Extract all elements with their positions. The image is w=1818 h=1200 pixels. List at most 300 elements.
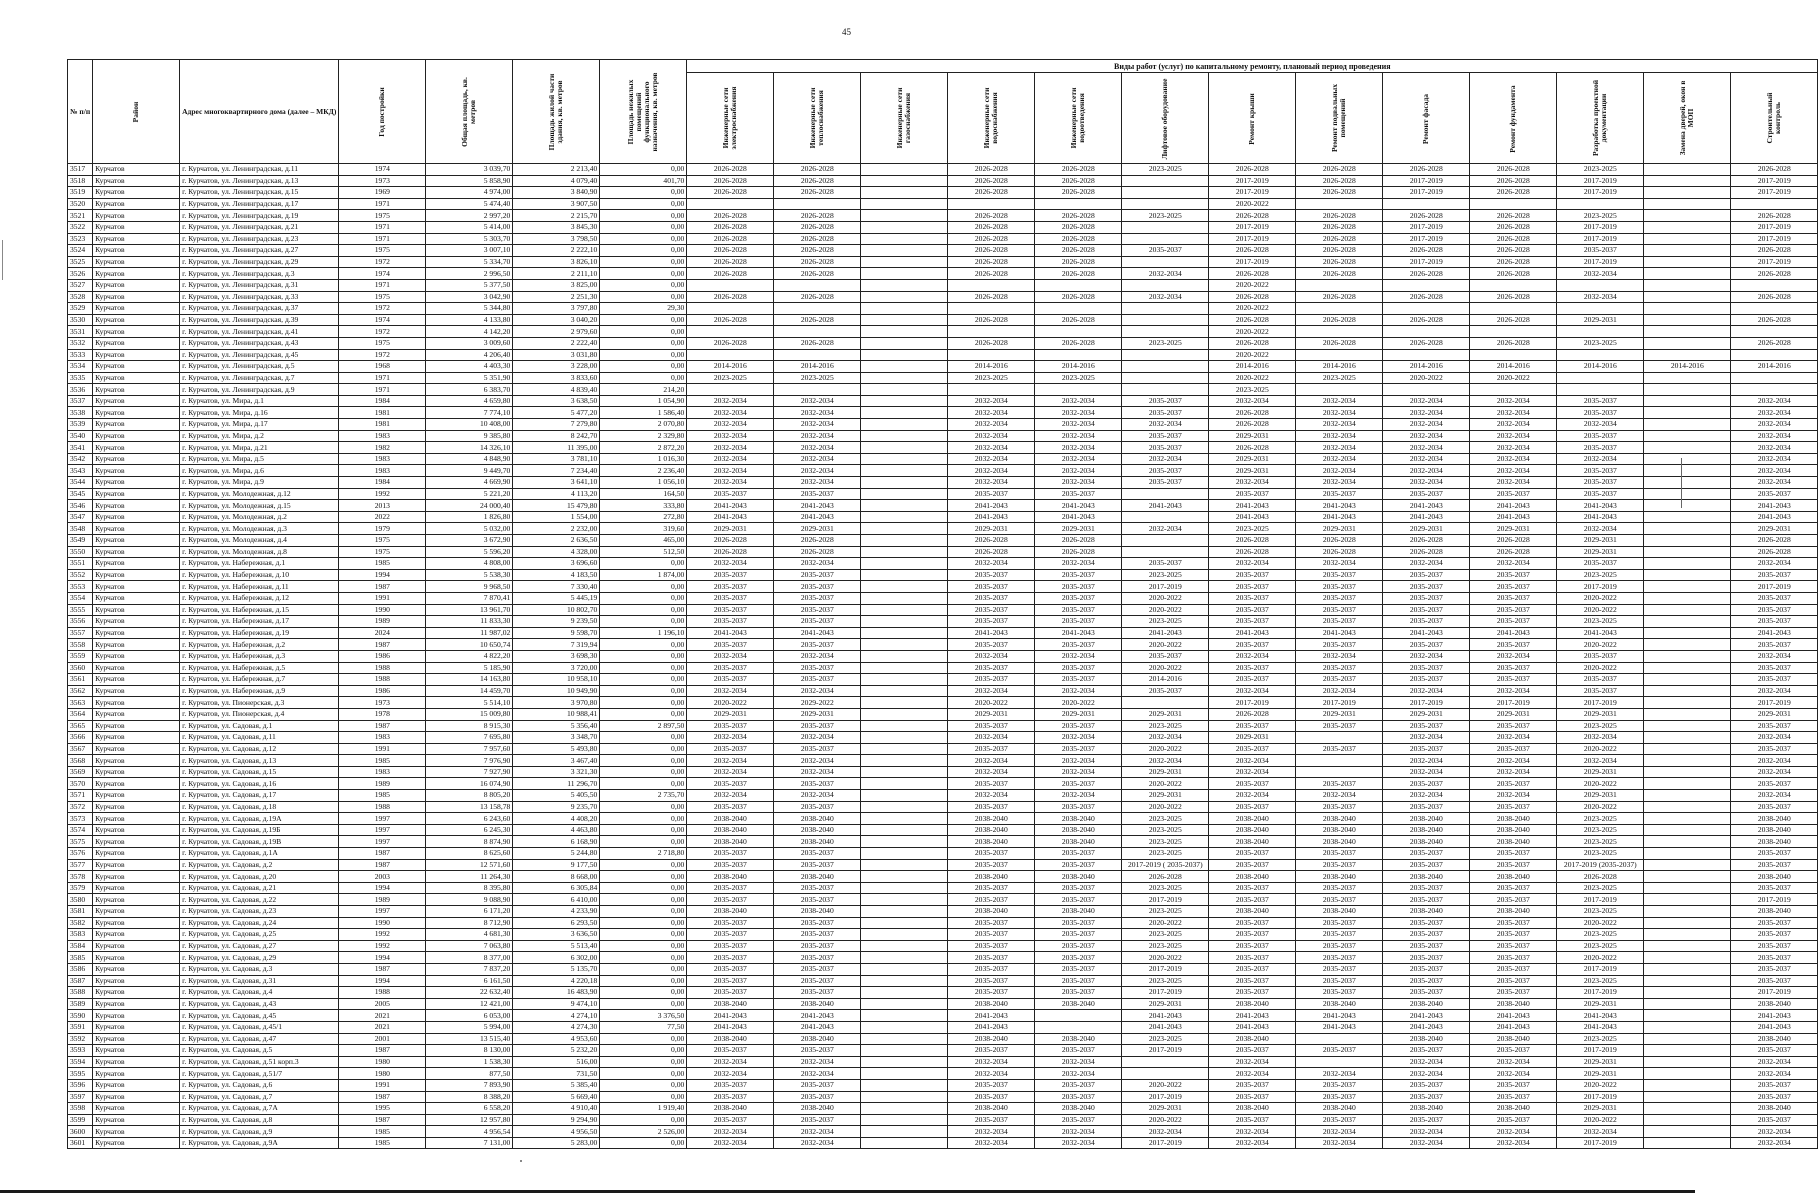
cell-gas	[861, 279, 948, 291]
cell-elevator: 2020-2022	[1122, 952, 1209, 964]
cell-electric: 2035-2037	[687, 662, 774, 674]
cell-living-area: 3 845,30	[513, 221, 600, 233]
cell-design	[1557, 372, 1644, 384]
cell-total-area: 7 957,60	[426, 743, 513, 755]
cell-doors	[1644, 998, 1731, 1010]
cell-basement: 2026-2028	[1296, 175, 1383, 187]
cell-address: г. Курчатов, ул. Садовая, д.27	[180, 940, 339, 952]
cell-address: г. Курчатов, ул. Садовая, д.51 корп.3	[180, 1056, 339, 1068]
cell-living-area: 10 958,10	[513, 674, 600, 686]
cell-district: Курчатов	[93, 1033, 180, 1045]
cell-total-area: 4 848,90	[426, 453, 513, 465]
cell-design	[1557, 303, 1644, 315]
cell-foundation: 2035-2037	[1470, 743, 1557, 755]
cell-doors	[1644, 848, 1731, 860]
cell-basement: 2038-2040	[1296, 998, 1383, 1010]
cell-facade: 2038-2040	[1383, 813, 1470, 825]
cell-control: 2035-2037	[1731, 963, 1818, 975]
cell-facade: 2035-2037	[1383, 639, 1470, 651]
cell-address: г. Курчатов, ул. Ленинградская, д.11	[180, 164, 339, 176]
cell-control: 2035-2037	[1731, 882, 1818, 894]
cell-heat: 2026-2028	[774, 233, 861, 245]
cell-district: Курчатов	[93, 477, 180, 489]
cell-roof: 2026-2028	[1209, 419, 1296, 431]
cell-electric: 2032-2034	[687, 442, 774, 454]
table-row	[68, 882, 1818, 894]
cell-doors	[1644, 221, 1731, 233]
table-row	[68, 256, 1818, 268]
cell-roof: 2035-2037	[1209, 1114, 1296, 1126]
cell-living-area: 3 348,70	[513, 732, 600, 744]
cell-num: 3518	[68, 175, 93, 187]
cell-num: 3547	[68, 511, 93, 523]
cell-num: 3578	[68, 871, 93, 883]
cell-electric: 2032-2034	[687, 477, 774, 489]
cell-foundation: 2032-2034	[1470, 790, 1557, 802]
cell-total-area: 7 063,80	[426, 940, 513, 952]
cell-sewer	[1035, 1010, 1122, 1022]
cell-total-area: 4 403,30	[426, 361, 513, 373]
cell-sewer: 2032-2034	[1035, 1056, 1122, 1068]
cell-elevator: 2035-2037	[1122, 407, 1209, 419]
cell-sewer: 2026-2028	[1035, 337, 1122, 349]
cell-control: 2032-2034	[1731, 395, 1818, 407]
cell-heat: 2035-2037	[774, 616, 861, 628]
cell-address: г. Курчатов, ул. Ленинградская, д.31	[180, 279, 339, 291]
cell-gas	[861, 349, 948, 361]
cell-water: 2038-2040	[948, 813, 1035, 825]
header-work-8: Ремонт фасада	[1383, 73, 1470, 164]
cell-foundation: 2032-2034	[1470, 650, 1557, 662]
cell-design: 2020-2022	[1557, 778, 1644, 790]
cell-district: Курчатов	[93, 848, 180, 860]
cell-elevator: 2023-2025	[1122, 848, 1209, 860]
cell-doors: 2014-2016	[1644, 361, 1731, 373]
cell-electric: 2035-2037	[687, 488, 774, 500]
cell-district: Курчатов	[93, 627, 180, 639]
scan-edge-mark	[1681, 458, 1682, 508]
cell-gas	[861, 395, 948, 407]
cell-electric: 2035-2037	[687, 894, 774, 906]
cell-water: 2035-2037	[948, 743, 1035, 755]
cell-foundation: 2035-2037	[1470, 604, 1557, 616]
cell-total-area: 3 042,90	[426, 291, 513, 303]
cell-living-area: 2 232,00	[513, 523, 600, 535]
cell-foundation: 2041-2043	[1470, 1021, 1557, 1033]
cell-nonres-area: 0,00	[600, 581, 687, 593]
cell-doors	[1644, 906, 1731, 918]
cell-water: 2035-2037	[948, 894, 1035, 906]
cell-water: 2035-2037	[948, 674, 1035, 686]
table-row	[68, 894, 1818, 906]
cell-water: 2014-2016	[948, 361, 1035, 373]
cell-roof: 2032-2034	[1209, 395, 1296, 407]
cell-address: г. Курчатов, ул. Ленинградская, д.9	[180, 384, 339, 396]
cell-electric: 2035-2037	[687, 963, 774, 975]
cell-electric: 2035-2037	[687, 569, 774, 581]
cell-district: Курчатов	[93, 221, 180, 233]
cell-doors	[1644, 164, 1731, 176]
cell-heat: 2035-2037	[774, 639, 861, 651]
cell-nonres-area: 0,00	[600, 233, 687, 245]
cell-total-area: 9 385,80	[426, 430, 513, 442]
cell-control: 2026-2028	[1731, 337, 1818, 349]
cell-roof: 2032-2034	[1209, 558, 1296, 570]
cell-doors	[1644, 1126, 1731, 1138]
cell-control: 2035-2037	[1731, 488, 1818, 500]
cell-basement: 2035-2037	[1296, 801, 1383, 813]
cell-elevator: 2020-2022	[1122, 1114, 1209, 1126]
cell-num: 3535	[68, 372, 93, 384]
cell-foundation: 2026-2028	[1470, 314, 1557, 326]
cell-district: Курчатов	[93, 314, 180, 326]
cell-district: Курчатов	[93, 488, 180, 500]
cell-roof: 2038-2040	[1209, 813, 1296, 825]
cell-nonres-area: 0,00	[600, 1068, 687, 1080]
cell-nonres-area: 0,00	[600, 894, 687, 906]
cell-district: Курчатов	[93, 859, 180, 871]
cell-num: 3573	[68, 813, 93, 825]
cell-basement: 2032-2034	[1296, 1137, 1383, 1149]
cell-elevator: 2020-2022	[1122, 917, 1209, 929]
cell-year: 1987	[339, 1091, 426, 1103]
cell-living-area: 6 410,00	[513, 894, 600, 906]
cell-year: 1990	[339, 604, 426, 616]
cell-nonres-area: 2 897,50	[600, 720, 687, 732]
cell-heat: 2023-2025	[774, 372, 861, 384]
table-row	[68, 755, 1818, 767]
cell-roof: 2041-2043	[1209, 500, 1296, 512]
cell-total-area: 10 408,00	[426, 419, 513, 431]
cell-total-area: 5 377,50	[426, 279, 513, 291]
cell-sewer: 2035-2037	[1035, 592, 1122, 604]
cell-heat: 2035-2037	[774, 1079, 861, 1091]
cell-nonres-area: 2 329,80	[600, 430, 687, 442]
cell-water: 2032-2034	[948, 732, 1035, 744]
table-row	[68, 743, 1818, 755]
cell-basement: 2032-2034	[1296, 419, 1383, 431]
cell-address: г. Курчатов, ул. Пионерская, д.3	[180, 697, 339, 709]
cell-total-area: 3 007,10	[426, 245, 513, 257]
cell-sewer: 2032-2034	[1035, 790, 1122, 802]
table-row	[68, 372, 1818, 384]
cell-control: 2041-2043	[1731, 627, 1818, 639]
cell-elevator: 2020-2022	[1122, 778, 1209, 790]
cell-basement: 2032-2034	[1296, 477, 1383, 489]
cell-foundation: 2032-2034	[1470, 1126, 1557, 1138]
cell-num: 3561	[68, 674, 93, 686]
cell-roof: 2038-2040	[1209, 998, 1296, 1010]
cell-facade: 2035-2037	[1383, 720, 1470, 732]
cell-sewer: 2026-2028	[1035, 314, 1122, 326]
cell-heat: 2032-2034	[774, 685, 861, 697]
cell-electric: 2026-2028	[687, 187, 774, 199]
cell-water	[948, 384, 1035, 396]
cell-gas	[861, 929, 948, 941]
cell-doors	[1644, 592, 1731, 604]
cell-control	[1731, 384, 1818, 396]
cell-living-area: 2 222,40	[513, 337, 600, 349]
cell-nonres-area: 0,00	[600, 558, 687, 570]
cell-gas	[861, 906, 948, 918]
table-row	[68, 221, 1818, 233]
capital-repair-table	[67, 59, 1818, 1149]
cell-heat: 2035-2037	[774, 569, 861, 581]
cell-total-area: 6 558,20	[426, 1103, 513, 1115]
cell-design: 2017-2019	[1557, 894, 1644, 906]
cell-year: 1992	[339, 940, 426, 952]
cell-total-area: 7 927,90	[426, 766, 513, 778]
cell-heat: 2032-2034	[774, 465, 861, 477]
cell-nonres-area: 0,00	[600, 187, 687, 199]
cell-heat: 2035-2037	[774, 929, 861, 941]
cell-num: 3597	[68, 1091, 93, 1103]
cell-control: 2041-2043	[1731, 1021, 1818, 1033]
cell-roof: 2035-2037	[1209, 743, 1296, 755]
cell-year: 1987	[339, 848, 426, 860]
cell-sewer: 2035-2037	[1035, 859, 1122, 871]
cell-gas	[861, 963, 948, 975]
cell-total-area: 3 009,60	[426, 337, 513, 349]
cell-elevator: 2026-2028	[1122, 871, 1209, 883]
cell-gas	[861, 581, 948, 593]
cell-doors	[1644, 987, 1731, 999]
table-row	[68, 581, 1818, 593]
cell-heat: 2035-2037	[774, 801, 861, 813]
cell-nonres-area: 3 376,50	[600, 1010, 687, 1022]
cell-facade: 2035-2037	[1383, 488, 1470, 500]
cell-elevator: 2029-2031	[1122, 998, 1209, 1010]
cell-doors	[1644, 685, 1731, 697]
cell-nonres-area: 29,30	[600, 303, 687, 315]
cell-gas	[861, 465, 948, 477]
cell-elevator: 2023-2025	[1122, 616, 1209, 628]
cell-nonres-area: 164,50	[600, 488, 687, 500]
cell-elevator: 2023-2025	[1122, 1033, 1209, 1045]
cell-living-area: 3 781,10	[513, 453, 600, 465]
cell-gas	[861, 337, 948, 349]
cell-facade: 2032-2034	[1383, 650, 1470, 662]
cell-control: 2026-2028	[1731, 245, 1818, 257]
cell-foundation: 2026-2028	[1470, 233, 1557, 245]
cell-water	[948, 198, 1035, 210]
cell-total-area: 8 130,00	[426, 1045, 513, 1057]
cell-nonres-area: 0,00	[600, 268, 687, 280]
cell-foundation: 2035-2037	[1470, 1091, 1557, 1103]
cell-water: 2035-2037	[948, 1114, 1035, 1126]
cell-control: 2032-2034	[1731, 1056, 1818, 1068]
cell-year: 1969	[339, 187, 426, 199]
cell-address: г. Курчатов, ул. Садовая, д.7	[180, 1091, 339, 1103]
cell-control: 2029-2031	[1731, 523, 1818, 535]
cell-control: 2032-2034	[1731, 1068, 1818, 1080]
cell-electric: 2038-2040	[687, 1103, 774, 1115]
cell-heat: 2035-2037	[774, 720, 861, 732]
cell-water: 2035-2037	[948, 848, 1035, 860]
cell-gas	[861, 732, 948, 744]
cell-district: Курчатов	[93, 233, 180, 245]
cell-roof: 2035-2037	[1209, 662, 1296, 674]
cell-district: Курчатов	[93, 778, 180, 790]
cell-num: 3581	[68, 906, 93, 918]
cell-living-area: 5 513,40	[513, 940, 600, 952]
cell-roof: 2014-2016	[1209, 361, 1296, 373]
cell-total-area: 6 053,00	[426, 1010, 513, 1022]
cell-num: 3562	[68, 685, 93, 697]
cell-total-area: 8 805,20	[426, 790, 513, 802]
cell-year: 1975	[339, 546, 426, 558]
cell-control: 2026-2028	[1731, 164, 1818, 176]
cell-doors	[1644, 465, 1731, 477]
cell-water: 2026-2028	[948, 164, 1035, 176]
cell-electric	[687, 279, 774, 291]
cell-basement: 2017-2019	[1296, 697, 1383, 709]
cell-foundation: 2035-2037	[1470, 963, 1557, 975]
cell-nonres-area: 0,00	[600, 929, 687, 941]
cell-electric: 2026-2028	[687, 233, 774, 245]
cell-doors	[1644, 674, 1731, 686]
cell-year: 1997	[339, 836, 426, 848]
table-row	[68, 245, 1818, 257]
cell-elevator: 2020-2022	[1122, 604, 1209, 616]
cell-sewer: 2038-2040	[1035, 871, 1122, 883]
cell-total-area: 5 538,30	[426, 569, 513, 581]
cell-control: 2017-2019	[1731, 175, 1818, 187]
cell-foundation: 2035-2037	[1470, 1114, 1557, 1126]
cell-nonres-area: 0,00	[600, 674, 687, 686]
cell-roof: 2032-2034	[1209, 477, 1296, 489]
cell-doors	[1644, 1068, 1731, 1080]
cell-living-area: 4 408,20	[513, 813, 600, 825]
cell-control: 2035-2037	[1731, 1114, 1818, 1126]
cell-living-area: 2 636,50	[513, 535, 600, 547]
header-address: Адрес многоквартирного дома (далее – МКД)	[180, 60, 339, 164]
cell-facade: 2035-2037	[1383, 859, 1470, 871]
cell-living-area: 7 234,40	[513, 465, 600, 477]
cell-roof: 2026-2028	[1209, 535, 1296, 547]
cell-facade: 2038-2040	[1383, 836, 1470, 848]
header-district: Район	[93, 60, 180, 164]
cell-gas	[861, 175, 948, 187]
cell-address: г. Курчатов, ул. Мира, д.17	[180, 419, 339, 431]
cell-living-area: 2 211,10	[513, 268, 600, 280]
cell-total-area: 7 131,00	[426, 1137, 513, 1149]
cell-address: г. Курчатов, ул. Садовая, д.51/7	[180, 1068, 339, 1080]
cell-control: 2035-2037	[1731, 801, 1818, 813]
cell-elevator: 2017-2019 ( 2035-2037)	[1122, 859, 1209, 871]
cell-doors	[1644, 291, 1731, 303]
cell-year: 1972	[339, 303, 426, 315]
cell-elevator: 2035-2037	[1122, 430, 1209, 442]
cell-district: Курчатов	[93, 291, 180, 303]
cell-nonres-area: 319,60	[600, 523, 687, 535]
cell-year: 1990	[339, 917, 426, 929]
cell-foundation: 2026-2028	[1470, 187, 1557, 199]
cell-facade: 2032-2034	[1383, 685, 1470, 697]
cell-facade: 2038-2040	[1383, 824, 1470, 836]
cell-living-area: 10 802,70	[513, 604, 600, 616]
cell-gas	[861, 1126, 948, 1138]
cell-address: г. Курчатов, ул. Садовая, д.19Б	[180, 824, 339, 836]
table-row	[68, 1126, 1818, 1138]
cell-address: г. Курчатов, ул. Садовая, д.11	[180, 732, 339, 744]
cell-num: 3541	[68, 442, 93, 454]
table-row	[68, 917, 1818, 929]
cell-year: 1987	[339, 859, 426, 871]
cell-foundation: 2035-2037	[1470, 848, 1557, 860]
cell-num: 3584	[68, 940, 93, 952]
cell-num: 3540	[68, 430, 93, 442]
cell-control: 2035-2037	[1731, 604, 1818, 616]
cell-living-area: 5 493,80	[513, 743, 600, 755]
cell-nonres-area: 0,00	[600, 279, 687, 291]
cell-district: Курчатов	[93, 1103, 180, 1115]
cell-living-area: 5 232,20	[513, 1045, 600, 1057]
cell-facade: 2014-2016	[1383, 361, 1470, 373]
cell-address: г. Курчатов, ул. Садовая, д.3	[180, 963, 339, 975]
cell-control: 2041-2043	[1731, 500, 1818, 512]
cell-living-area: 3 696,60	[513, 558, 600, 570]
cell-elevator	[1122, 175, 1209, 187]
cell-control: 2032-2034	[1731, 558, 1818, 570]
cell-design: 2017-2019	[1557, 221, 1644, 233]
cell-foundation: 2035-2037	[1470, 929, 1557, 941]
cell-nonres-area: 0,00	[600, 975, 687, 987]
cell-year: 1992	[339, 929, 426, 941]
cell-doors	[1644, 836, 1731, 848]
cell-electric: 2032-2034	[687, 430, 774, 442]
cell-address: г. Курчатов, ул. Садовая, д.9	[180, 1126, 339, 1138]
cell-elevator: 2023-2025	[1122, 164, 1209, 176]
cell-num: 3571	[68, 790, 93, 802]
cell-elevator	[1122, 384, 1209, 396]
cell-nonres-area: 2 872,20	[600, 442, 687, 454]
cell-address: г. Курчатов, ул. Ленинградская, д.15	[180, 187, 339, 199]
cell-total-area: 5 303,70	[426, 233, 513, 245]
cell-living-area: 2 222,10	[513, 245, 600, 257]
cell-address: г. Курчатов, ул. Мира, д.5	[180, 453, 339, 465]
cell-total-area: 22 632,40	[426, 987, 513, 999]
cell-num: 3587	[68, 975, 93, 987]
cell-basement: 2038-2040	[1296, 906, 1383, 918]
cell-facade	[1383, 279, 1470, 291]
cell-gas	[861, 477, 948, 489]
cell-year: 1981	[339, 407, 426, 419]
cell-facade: 2026-2028	[1383, 268, 1470, 280]
cell-elevator	[1122, 1068, 1209, 1080]
cell-heat: 2035-2037	[774, 975, 861, 987]
cell-living-area: 10 949,90	[513, 685, 600, 697]
cell-electric: 2041-2043	[687, 500, 774, 512]
cell-foundation	[1470, 384, 1557, 396]
cell-nonres-area: 2 236,40	[600, 465, 687, 477]
cell-elevator: 2035-2037	[1122, 245, 1209, 257]
cell-address: г. Курчатов, ул. Садовая, д.43	[180, 998, 339, 1010]
cell-gas	[861, 639, 948, 651]
cell-sewer: 2026-2028	[1035, 256, 1122, 268]
cell-nonres-area: 0,00	[600, 998, 687, 1010]
cell-facade: 2035-2037	[1383, 882, 1470, 894]
cell-living-area: 9 177,50	[513, 859, 600, 871]
cell-facade	[1383, 198, 1470, 210]
cell-foundation: 2032-2034	[1470, 1068, 1557, 1080]
cell-gas	[861, 720, 948, 732]
cell-electric: 2035-2037	[687, 929, 774, 941]
cell-total-area: 5 596,20	[426, 546, 513, 558]
cell-elevator: 2032-2034	[1122, 732, 1209, 744]
cell-roof: 2017-2019	[1209, 221, 1296, 233]
cell-gas	[861, 187, 948, 199]
